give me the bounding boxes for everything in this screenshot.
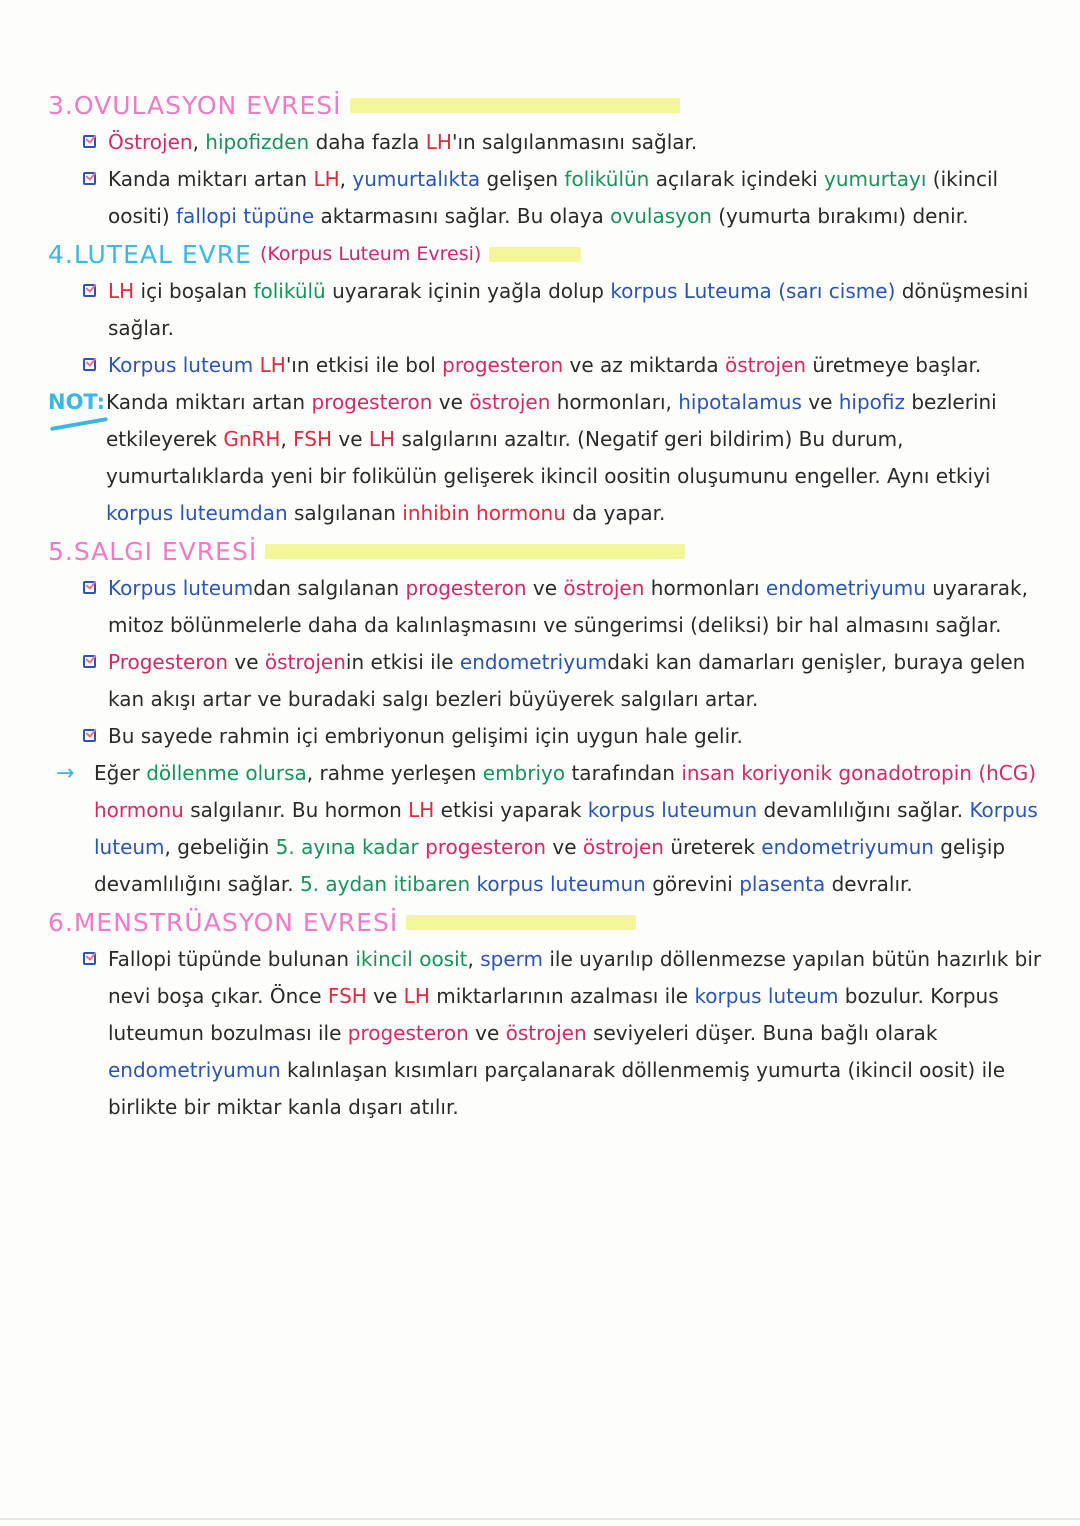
term: Korpus luteum bbox=[108, 353, 254, 377]
text: etkisi yaparak bbox=[434, 798, 588, 822]
term: sperm bbox=[480, 947, 544, 971]
text: da yapar. bbox=[565, 501, 666, 525]
notes-content bbox=[48, 86, 1048, 1126]
highlighter-mark bbox=[489, 247, 581, 262]
text: , bbox=[339, 167, 353, 191]
checkbox-icon bbox=[83, 581, 96, 594]
text: ve az miktarda bbox=[563, 353, 725, 377]
text: tarafından bbox=[565, 761, 682, 785]
text: , gebeliğin bbox=[164, 835, 276, 859]
checkbox-icon bbox=[83, 358, 96, 371]
section-number: 4. bbox=[48, 239, 74, 269]
term: embriyo bbox=[482, 761, 566, 785]
term: progesteron bbox=[425, 835, 547, 859]
text: salgılanır. Bu hormon bbox=[183, 798, 409, 822]
text: dan salgılanan bbox=[253, 576, 406, 600]
checkbox-icon bbox=[83, 172, 96, 185]
text: Eğer bbox=[94, 761, 147, 785]
term: yumurtalıkta bbox=[352, 167, 481, 191]
text: hormonları bbox=[644, 576, 766, 600]
term: östrojen bbox=[563, 576, 645, 600]
text: 'ın etkisi ile bol bbox=[285, 353, 443, 377]
text: ve bbox=[432, 390, 470, 414]
note-block bbox=[48, 384, 1048, 532]
text: uyararak içinin yağla dolup bbox=[325, 279, 611, 303]
term: (sarı cisme) bbox=[778, 279, 896, 303]
term: hipofizden bbox=[205, 130, 310, 154]
term: östrojen bbox=[469, 390, 551, 414]
section-title-ovulation bbox=[48, 86, 1048, 124]
highlighter-mark bbox=[350, 98, 680, 113]
term: hipotalamus bbox=[678, 390, 802, 414]
text: ve bbox=[526, 576, 564, 600]
text: devralır. bbox=[825, 872, 913, 896]
term: insan koriyonik gonadotropin (hCG) hormonu bbox=[94, 761, 1037, 822]
term: östrojen bbox=[505, 1021, 587, 1045]
term: FSH bbox=[327, 984, 367, 1008]
term: progesteron bbox=[442, 353, 564, 377]
text: dönüşmesini sağlar. bbox=[108, 279, 1029, 340]
text: üretmeye başlar. bbox=[806, 353, 982, 377]
text: bozulur. Korpus luteumun bozulması ile bbox=[108, 984, 999, 1045]
checkbox-icon bbox=[83, 655, 96, 668]
checkbox-icon bbox=[83, 135, 96, 148]
text: Kanda miktarı artan bbox=[108, 167, 314, 191]
page-bottom-edge bbox=[0, 1518, 1080, 1520]
term: korpus luteumun bbox=[587, 798, 758, 822]
term: LH bbox=[403, 984, 430, 1008]
text: ve bbox=[546, 835, 583, 859]
text: içi boşalan bbox=[134, 279, 254, 303]
text: ve bbox=[801, 390, 839, 414]
list-item bbox=[48, 347, 1048, 384]
text: seviyeleri düşer. Buna bağlı olarak bbox=[586, 1021, 938, 1045]
term: 5. ayına kadar bbox=[275, 835, 419, 859]
text: ve bbox=[228, 650, 265, 674]
term: inhibin hormonu bbox=[402, 501, 566, 525]
list-item bbox=[48, 124, 1048, 161]
highlighter-mark bbox=[265, 544, 685, 559]
text: üreterek bbox=[663, 835, 762, 859]
text: ve bbox=[366, 984, 404, 1008]
term: folikülü bbox=[253, 279, 326, 303]
term: ovulasyon bbox=[610, 204, 712, 228]
text: (yumurta bırakımı) denir. bbox=[711, 204, 969, 228]
text: kalınlaşan kısımları parçalanarak döllenmemiş yumurta (ikincil oosit) ile birlikte bir miktar kanla dışarı atılır. bbox=[108, 1058, 1006, 1119]
term: östrojen bbox=[582, 835, 664, 859]
text: (ikincil oositi) bbox=[108, 167, 999, 228]
text: daha fazla bbox=[309, 130, 426, 154]
text: ve bbox=[468, 1021, 506, 1045]
term: 5. aydan itibaren bbox=[299, 872, 471, 896]
note-label: NOT: bbox=[48, 390, 106, 414]
text: , bbox=[467, 947, 481, 971]
term: korpus luteumdan bbox=[106, 501, 288, 525]
term: ikincil oosit bbox=[355, 947, 468, 971]
text: in etkisi ile bbox=[345, 650, 460, 674]
text: uyararak, mitoz bölünmelerle daha da kalınlaşmasını ve süngerimsi (deliksi) bir hal almasını sağlar. bbox=[108, 576, 1028, 637]
text: , rahme yerleşen bbox=[306, 761, 483, 785]
text: aktarmasını sağlar. Bu olaya bbox=[314, 204, 611, 228]
term: GnRH bbox=[223, 427, 281, 451]
text: 'ın salgılanmasını sağlar. bbox=[451, 130, 698, 154]
term: hipofiz bbox=[838, 390, 905, 414]
text: görevini bbox=[645, 872, 740, 896]
term: korpus luteum bbox=[694, 984, 839, 1008]
list-item bbox=[48, 718, 1048, 755]
text: açılarak içindeki bbox=[649, 167, 825, 191]
term: LH bbox=[108, 279, 135, 303]
text: , bbox=[192, 130, 206, 154]
term: plasenta bbox=[739, 872, 826, 896]
text: ve bbox=[332, 427, 369, 451]
term: östrojen bbox=[725, 353, 807, 377]
term: progesteron bbox=[311, 390, 433, 414]
highlighter-mark bbox=[406, 915, 636, 930]
term: Korpus luteum bbox=[94, 798, 1038, 859]
section-title-text: 3.OVULASYON EVRESİ bbox=[48, 90, 342, 120]
text: salgılanan bbox=[287, 501, 403, 525]
text: gelişen bbox=[480, 167, 565, 191]
term: döllenme olursa bbox=[146, 761, 307, 785]
list-item bbox=[48, 161, 1048, 235]
text: bezlerini etkileyerek bbox=[106, 390, 997, 451]
section-title-text: 6.MENSTRÜASYON EVRESİ bbox=[48, 907, 399, 937]
section-subtitle: (Korpus Luteum Evresi) bbox=[259, 243, 482, 265]
list-item bbox=[48, 273, 1048, 347]
text: , bbox=[280, 427, 294, 451]
term: progesteron bbox=[405, 576, 527, 600]
term: Progesteron bbox=[108, 650, 228, 674]
text: salgılarını azaltır. (Negatif geri bildirim) Bu durum, yumurtalıklarda yeni bir folikülün gelişerek ikincil oositin oluşumunu engeller. Aynı etkiyi bbox=[106, 427, 991, 488]
term: endometriyumun bbox=[108, 1058, 281, 1082]
text: devamlılığını sağlar. bbox=[757, 798, 970, 822]
section-title-text: 5.SALGI EVRESİ bbox=[48, 536, 258, 566]
section-title-menstruation bbox=[48, 903, 1048, 941]
text: ile uyarılıp döllenmezse yapılan bütün hazırlık bir nevi boşa çıkar. Önce bbox=[108, 947, 1042, 1008]
text: hormonları, bbox=[550, 390, 679, 414]
section-title-secretion bbox=[48, 532, 1048, 570]
text: Kanda miktarı artan bbox=[106, 390, 312, 414]
checkbox-icon bbox=[83, 284, 96, 297]
term: endometriyumun bbox=[761, 835, 934, 859]
term: FSH bbox=[293, 427, 333, 451]
text: Fallopi tüpünde bulunan bbox=[108, 947, 356, 971]
checkbox-icon bbox=[83, 729, 96, 742]
term: folikülün bbox=[564, 167, 650, 191]
section-title-luteal bbox=[48, 235, 1048, 273]
text: daki kan damarları genişler, buraya gelen kan akışı artar ve buradaki salgı bezleri büyüyerek salgıları artar. bbox=[108, 650, 1026, 711]
text: miktarlarının azalması ile bbox=[429, 984, 695, 1008]
term: Östrojen bbox=[108, 130, 193, 154]
text: gelişip devamlılığını sağlar. bbox=[94, 835, 1006, 896]
arrow-note bbox=[48, 755, 1048, 903]
term: Korpus luteum bbox=[108, 576, 254, 600]
term: yumurtayı bbox=[824, 167, 927, 191]
term: LH bbox=[425, 130, 452, 154]
term: endometriyumu bbox=[765, 576, 926, 600]
term: LH bbox=[259, 353, 286, 377]
term: korpus Luteuma bbox=[610, 279, 772, 303]
term: fallopi tüpüne bbox=[176, 204, 315, 228]
text: Bu sayede rahmin içi embriyonun gelişimi için uygun hale gelir. bbox=[108, 724, 743, 748]
term: endometriyum bbox=[459, 650, 608, 674]
term: LH bbox=[408, 798, 435, 822]
list-item bbox=[48, 941, 1048, 1126]
term: LH bbox=[368, 427, 396, 451]
arrow-right-icon: → bbox=[56, 761, 75, 786]
section-title-text: LUTEAL EVRE bbox=[73, 239, 252, 269]
term: LH bbox=[313, 167, 340, 191]
list-item bbox=[48, 644, 1048, 718]
checkbox-icon bbox=[83, 952, 96, 965]
term: östrojen bbox=[264, 650, 346, 674]
list-item bbox=[48, 570, 1048, 644]
term: korpus luteumun bbox=[476, 872, 646, 896]
term: progesteron bbox=[347, 1021, 469, 1045]
